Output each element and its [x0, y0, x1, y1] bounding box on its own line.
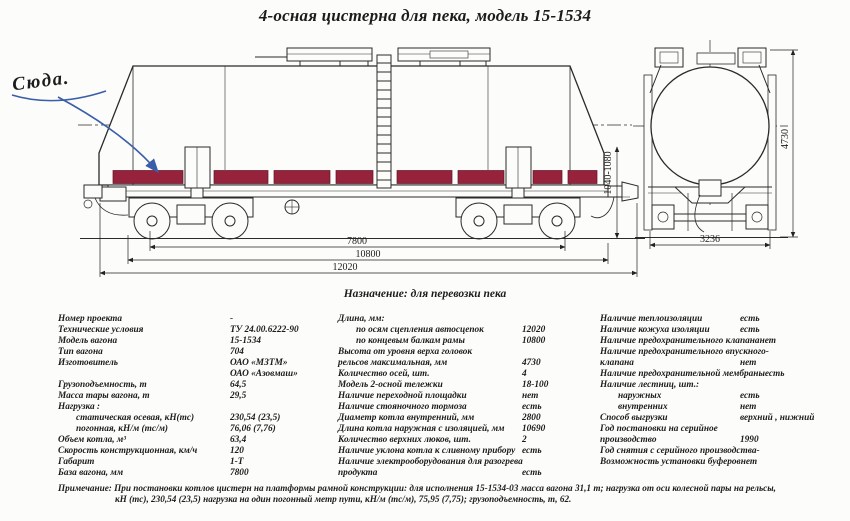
spec-label: Изготовитель: [58, 358, 119, 368]
spec-value: нет: [759, 336, 776, 346]
spec-label: Способ выгрузки: [600, 413, 668, 423]
spec-table: [58, 314, 840, 479]
drain-device: [699, 180, 721, 196]
page-title: 4-осная цистерна для пека, модель 15-1534: [258, 6, 592, 25]
dim-frame-length: 10800: [355, 249, 381, 260]
spec-label: по осям сцепления автосцепок: [356, 325, 484, 335]
spec-value: 1990: [740, 435, 759, 445]
spec-label: Модель вагона: [58, 336, 118, 346]
spec-label: Технические условия: [58, 325, 144, 335]
spec-value: 29,5: [230, 391, 247, 401]
side-strip: [644, 75, 652, 230]
spec-value: 76,06 (7,76): [230, 424, 276, 434]
spec-label: [58, 369, 230, 380]
spec-value: 63,4: [230, 435, 247, 445]
spec-value: [740, 380, 840, 391]
footnote-line-2: кН (тс), 230,54 (23,5) нагрузка на один погонный метр пути, кН/м (тс/м), 75,95 (7,75); грузоподъемность, т, 62.: [115, 494, 572, 504]
spec-row: [58, 358, 330, 369]
dim-coupler-height: 1040-1080: [603, 151, 614, 195]
spec-label: Наличие теплоизоляции: [600, 314, 703, 324]
spec-value: есть: [740, 314, 760, 324]
spec-label: Наличие уклона котла к сливному прибору: [338, 446, 516, 456]
spec-value: 7800: [230, 468, 249, 478]
spec-label: База вагона, мм: [58, 468, 124, 478]
spec-row: [338, 325, 578, 336]
spec-column-1: [58, 314, 330, 479]
spec-row: [338, 380, 578, 391]
dim-bogie-spacing: 7800: [347, 236, 367, 247]
spec-label: рельсов максимальная, мм: [338, 358, 448, 368]
spec-value: 64,5: [230, 380, 247, 390]
spec-row: [600, 424, 840, 435]
spec-value: ТУ 24.00.6222-90: [230, 325, 299, 335]
spec-label: Модель 2-осной тележки: [338, 380, 443, 390]
spec-row: [58, 314, 330, 325]
spec-label: Грузоподъемность, т: [58, 380, 147, 390]
spec-label: Наличие кожуха изоляции: [600, 325, 710, 335]
spec-value: есть: [740, 391, 760, 401]
ladder: [377, 55, 391, 188]
spec-label: внутренних: [618, 402, 668, 412]
dim-overall-width: 3236: [700, 234, 720, 245]
spec-column-2: [338, 314, 578, 479]
spec-row: [600, 336, 840, 347]
spec-value: 12020: [522, 325, 546, 335]
spec-row: [600, 446, 840, 457]
spec-row: [600, 347, 840, 358]
footnote-line-1: Примечание: При постановки котлов цистерн на платформы рамной конструкции: для исполнения 15-1534-03 масса вагона 31,1 т; нагрузка от оси колесной пары на рельсы,: [58, 483, 776, 493]
spec-value: 704: [230, 347, 244, 357]
spec-label: Нагрузка :: [58, 402, 101, 412]
spec-label: Масса тары вагона, т: [58, 391, 150, 401]
spec-value: 230,54 (23,5): [230, 413, 281, 423]
spec-label: Скорость конструкционная, км/ч: [58, 446, 198, 456]
spec-row: [600, 314, 840, 325]
spec-label: Длина котла наружная с изоляцией, мм: [338, 424, 505, 434]
dim-coupler-length: 12020: [332, 262, 358, 273]
spec-row: [58, 468, 330, 479]
spec-row: [600, 380, 840, 391]
spec-row: [600, 358, 840, 369]
bogie: [456, 198, 580, 239]
spec-value: 2: [522, 435, 527, 445]
spec-value: 4: [522, 369, 527, 379]
spec-label: клапана: [600, 358, 634, 368]
spec-label: Диаметр котла внутренний, мм: [338, 413, 475, 423]
spec-label: Объем котла, м³: [58, 435, 127, 445]
spec-row: [58, 369, 330, 380]
spec-row: [338, 336, 578, 347]
spec-value: 10690: [522, 424, 546, 434]
end-view: [633, 40, 788, 238]
spec-row: [600, 391, 840, 402]
spec-value: ОАО «Азовмаш»: [230, 369, 298, 379]
spec-row: [58, 336, 330, 347]
spec-label: Наличие стояночного тормоза: [338, 402, 467, 412]
spec-label: погонная, кН/м (тс/м): [76, 424, 169, 434]
spec-row: [58, 325, 330, 336]
spec-value: 4730: [522, 358, 541, 368]
spec-label: Количество осей, шт.: [338, 369, 430, 379]
spec-value: верхний , нижний: [740, 413, 815, 423]
spec-row: [338, 446, 578, 457]
spec-value: нет: [740, 358, 757, 368]
spec-value: 120: [230, 446, 244, 456]
spec-row: [600, 457, 840, 468]
spec-row: [58, 391, 330, 402]
spec-label: Наличие лестниц, шт.:: [600, 380, 700, 390]
spec-row: [600, 402, 840, 413]
spec-row: [600, 369, 840, 380]
spec-value: есть: [764, 369, 785, 379]
spec-label: Наличие предохранительной мембраны: [600, 369, 765, 379]
spec-row: [338, 435, 578, 446]
spec-value: 10800: [522, 336, 546, 346]
spec-label: Наличие предохранительного клапана: [600, 336, 760, 346]
spec-row: [338, 413, 578, 424]
spec-row: [58, 380, 330, 391]
spec-label: Номер проекта: [58, 314, 123, 324]
spec-label: Возможность установки буферов: [600, 457, 741, 467]
spec-value: нет: [522, 391, 539, 401]
spec-label: Наличие предохранительного впускного-: [600, 347, 769, 357]
spec-row: [58, 347, 330, 358]
spec-value: [769, 347, 850, 358]
spec-label: наружных: [618, 391, 662, 401]
spec-row: [338, 391, 578, 402]
spec-label: Наличие электрооборудования для разогрева: [338, 457, 523, 467]
spec-label: Год снятия с серийного производства: [600, 446, 757, 456]
spec-value: 15-1534: [230, 336, 261, 346]
spec-label: Год постановки на серийное: [600, 424, 718, 434]
spec-value: нет: [740, 402, 757, 412]
spec-value: [523, 457, 579, 468]
spec-value: 1-Т: [230, 457, 244, 467]
spec-value: 18-100: [522, 380, 549, 390]
side-view: [78, 48, 645, 239]
purpose-line: Назначение: для перевозки пека: [343, 288, 507, 300]
spec-row: [600, 435, 840, 446]
spec-row: [338, 468, 578, 479]
spec-row: [600, 413, 840, 424]
side-strip: [768, 75, 776, 230]
bogie: [129, 198, 253, 239]
spec-label: по концевым балкам рамы: [356, 336, 465, 346]
handwritten-text: Сюда.: [11, 67, 71, 96]
spec-row: [338, 314, 578, 325]
spec-value: -: [756, 446, 760, 456]
spec-value: [740, 424, 840, 435]
tank-car-drawing: [0, 35, 850, 285]
spec-label: Наличие переходной площадки: [338, 391, 467, 401]
spec-row: [58, 413, 330, 424]
spec-label: статическая осевая, кН(тс): [76, 413, 195, 423]
spec-value: [230, 402, 330, 413]
spec-value: ОАО «МЗТМ»: [230, 358, 288, 368]
spec-row: [338, 358, 578, 369]
spec-row: [58, 457, 330, 468]
spec-value: есть: [740, 325, 760, 335]
spec-label: производство: [600, 435, 657, 445]
spec-value: [522, 347, 578, 358]
spec-row: [338, 369, 578, 380]
spec-row: [338, 457, 578, 468]
dim-overall-height: 4730: [780, 129, 791, 149]
spec-label: Тип вагона: [58, 347, 103, 357]
tank-cross-section: [651, 67, 769, 185]
spec-row: [58, 402, 330, 413]
spec-row: [338, 424, 578, 435]
spec-label: Габарит: [58, 457, 95, 467]
spec-value: есть: [522, 446, 542, 456]
spec-value: есть: [522, 402, 542, 412]
spec-value: нет: [740, 457, 758, 467]
spec-label: продукта: [338, 468, 378, 478]
spec-value: [522, 314, 578, 325]
spec-label: Длина, мм:: [338, 314, 385, 324]
top-platform: [255, 48, 490, 66]
spec-value: -: [230, 314, 234, 324]
spec-row: [338, 402, 578, 413]
spec-row: [58, 424, 330, 435]
spec-row: [58, 446, 330, 457]
spec-column-3: [600, 314, 840, 479]
spec-value: 2800: [522, 413, 541, 423]
spec-label: Высота от уровня верха головок: [338, 347, 473, 357]
spec-row: [600, 325, 840, 336]
spec-row: [58, 435, 330, 446]
spec-row: [338, 347, 578, 358]
spec-label: Количество верхних люков, шт.: [338, 435, 471, 445]
spec-value: есть: [522, 468, 542, 478]
footnote: [58, 483, 848, 505]
